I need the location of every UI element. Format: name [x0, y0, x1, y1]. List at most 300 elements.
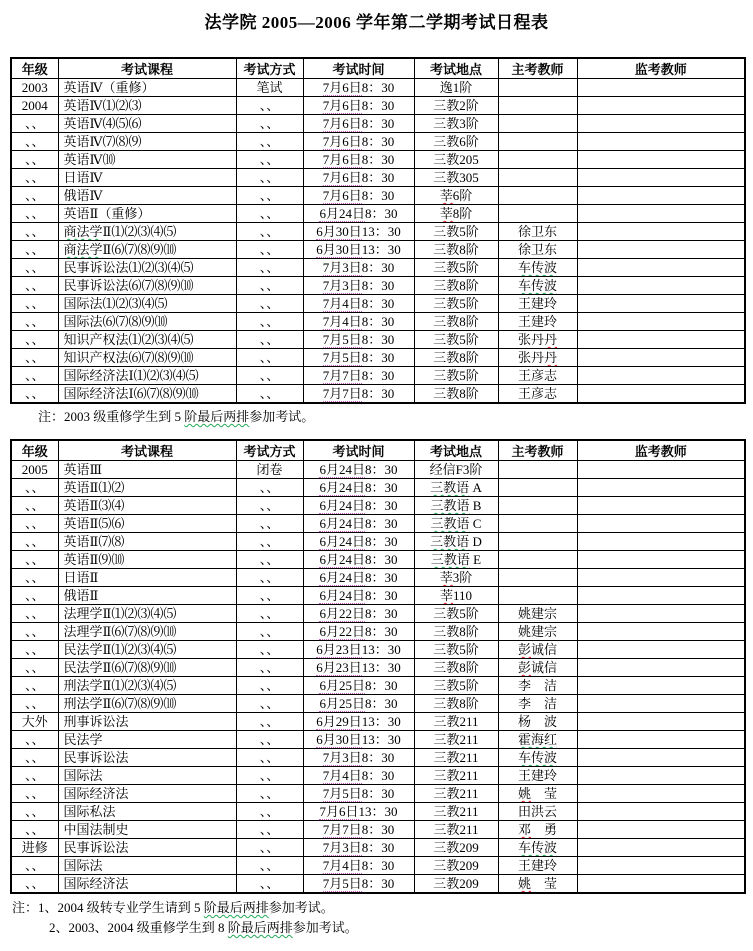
exam-date: 6月24日 [319, 206, 365, 221]
exam-row [11, 515, 745, 533]
grade-cell: 、、 [11, 551, 58, 569]
proctor-cell [577, 695, 745, 713]
spellcheck-underlined-text: 邓 [517, 822, 531, 837]
time-cell: 6月24日8：30 [303, 515, 414, 533]
text-segment: 张丹 [517, 332, 544, 347]
grade-cell: 、、 [11, 259, 58, 277]
location-cell [414, 515, 498, 533]
method-cell: 、、 [236, 151, 303, 169]
exam-row [11, 803, 745, 821]
chief-examiner-cell [498, 641, 577, 659]
col-header-method: 考试方式 [236, 58, 303, 79]
chief-examiner-cell: 李 洁 [498, 677, 577, 695]
text-segment: 张丹 [517, 350, 544, 365]
course-cell: 国际经济法Ⅰ⑹⑺⑻⑼⑽ [58, 385, 236, 404]
method-cell: 、、 [236, 587, 303, 605]
chief-examiner-cell: 姚建宗 [498, 605, 577, 623]
exam-date: 6月24日 [319, 480, 365, 495]
proctor-cell [577, 259, 745, 277]
spellcheck-underlined-text: 阶最后两排 [227, 920, 293, 935]
col-header-time: 考试时间 [303, 58, 414, 79]
exam-date: 7月5日 [322, 350, 362, 365]
col-header-location: 考试地点 [414, 58, 498, 79]
proctor-cell [577, 133, 745, 151]
chief-examiner-cell [498, 587, 577, 605]
method-cell: 、、 [236, 479, 303, 497]
chief-examiner-cell: 王建玲 [498, 857, 577, 875]
time-cell: 6月24日8：30 [303, 551, 414, 569]
document-title: 法学院 2005—2006 学年第二学期考试日程表 [204, 13, 549, 32]
exam-date: 7月7日 [322, 822, 362, 837]
location-cell: 三教211 [414, 749, 498, 767]
method-cell: 、、 [236, 367, 303, 385]
spellcheck-underlined-text: 三教语 [430, 516, 470, 531]
time-cell: 6月22日8：30 [303, 605, 414, 623]
grade-cell: 2003 [11, 79, 58, 97]
course-cell: 英语Ⅳ⑷⑸⑹ [58, 115, 236, 133]
course-cell: 国际法 [58, 857, 236, 875]
time-cell: 7月3日8：30 [303, 749, 414, 767]
location-cell [414, 533, 498, 551]
proctor-cell [577, 587, 745, 605]
exam-date: 7月7日 [322, 386, 362, 401]
spellcheck-underlined-text: 三教语 [430, 480, 470, 495]
exam-date: 6月24日 [319, 588, 365, 603]
proctor-cell [577, 857, 745, 875]
proctor-cell [577, 223, 745, 241]
proctor-cell [577, 641, 745, 659]
exam-row [11, 241, 745, 259]
grade-cell: 、、 [11, 533, 58, 551]
chief-examiner-cell [498, 533, 577, 551]
method-cell: 、、 [236, 821, 303, 839]
method-cell: 、、 [236, 677, 303, 695]
location-cell [414, 205, 498, 223]
exam-row [11, 187, 745, 205]
spellcheck-underlined-text: 三教语 [430, 552, 470, 567]
proctor-cell [577, 115, 745, 133]
text-segment: 勇 [531, 822, 558, 837]
text-segment: Ⅱ⑴⑵⑶⑷⑸ [102, 224, 177, 239]
method-cell: 、、 [236, 277, 303, 295]
chief-examiner-cell [498, 277, 577, 295]
exam-row [11, 749, 745, 767]
method-cell: 、、 [236, 349, 303, 367]
chief-examiner-cell [498, 821, 577, 839]
chief-examiner-cell: 王建玲 [498, 767, 577, 785]
exam-row [11, 331, 745, 349]
chief-examiner-cell [498, 97, 577, 115]
header-row [11, 58, 745, 79]
exam-row [11, 875, 745, 894]
chief-examiner-cell [498, 749, 577, 767]
exam-row [11, 677, 745, 695]
exam-row [11, 313, 745, 331]
spellcheck-underlined-text: 车传波 [517, 840, 557, 855]
exam-row [11, 133, 745, 151]
time-cell: 7月6日8：30 [303, 169, 414, 187]
method-cell: 、、 [236, 97, 303, 115]
method-cell: 、、 [236, 223, 303, 241]
exam-date: 6月22日 [319, 624, 365, 639]
spellcheck-underlined-text: 莘 [439, 206, 453, 221]
location-cell: 三教211 [414, 713, 498, 731]
location-cell: 三教8阶 [414, 313, 498, 331]
course-cell: 民事诉讼法⑹⑺⑻⑼⑽ [58, 277, 236, 295]
exam-row [11, 857, 745, 875]
grade-cell: 、、 [11, 587, 58, 605]
time-cell: 7月3日8：30 [303, 259, 414, 277]
spellcheck-underlined-text: 三教语 [430, 534, 470, 549]
time-cell: 7月3日8：30 [303, 839, 414, 857]
course-cell: 俄语Ⅳ [58, 187, 236, 205]
spellcheck-underlined-text: 姚 [517, 786, 531, 801]
method-cell: 、、 [236, 623, 303, 641]
course-cell [58, 223, 236, 241]
method-cell: 、、 [236, 187, 303, 205]
course-cell: 民事诉讼法⑴⑵⑶⑷⑸ [58, 259, 236, 277]
col-header-time: 考试时间 [303, 440, 414, 461]
grade-cell: 、、 [11, 479, 58, 497]
chief-examiner-cell [498, 731, 577, 749]
exam-date: 6月30日 [316, 242, 362, 257]
proctor-cell [577, 497, 745, 515]
grade-cell: 、、 [11, 641, 58, 659]
chief-examiner-cell: 徐卫东 [498, 241, 577, 259]
text-segment: Ⅱ⑹⑺⑻⑼⑽ [102, 242, 177, 257]
spellcheck-underlined-text: 商法学 [63, 242, 103, 257]
method-cell: 、、 [236, 713, 303, 731]
location-cell: 三教8阶 [414, 241, 498, 259]
proctor-cell [577, 785, 745, 803]
proctor-cell [577, 551, 745, 569]
spellcheck-underlined-text: 三教语 [430, 498, 470, 513]
method-cell: 、、 [236, 695, 303, 713]
course-cell: 英语Ⅱ（重修） [58, 205, 236, 223]
text-segment: E [469, 552, 482, 567]
exam-date: 7月4日 [322, 768, 362, 783]
chief-examiner-cell [498, 497, 577, 515]
exam-row [11, 713, 745, 731]
time-cell: 7月7日8：30 [303, 367, 414, 385]
exam-date: 7月3日 [322, 260, 362, 275]
course-cell: 法理学Ⅱ⑹⑺⑻⑼⑽ [58, 623, 236, 641]
exam-date: 6月24日 [319, 498, 365, 513]
course-cell: 国际法⑴⑵⑶⑷⑸ [58, 295, 236, 313]
exam-schedule-table-2 [10, 439, 746, 894]
exam-row [11, 277, 745, 295]
location-cell: 三教5阶 [414, 367, 498, 385]
exam-date: 7月5日 [322, 332, 362, 347]
chief-examiner-cell: 姚建宗 [498, 623, 577, 641]
location-cell [414, 187, 498, 205]
time-cell: 7月5日8：30 [303, 785, 414, 803]
spellcheck-underlined-text: 车传波 [517, 750, 557, 765]
time-cell: 6月22日8：30 [303, 623, 414, 641]
proctor-cell [577, 803, 745, 821]
note-line [12, 899, 753, 917]
spellcheck-underlined-text: 车传波 [517, 260, 557, 275]
course-cell: 刑事诉讼法 [58, 713, 236, 731]
time-cell: 6月23日13：30 [303, 659, 414, 677]
method-cell: 、、 [236, 533, 303, 551]
method-cell: 、、 [236, 605, 303, 623]
spellcheck-underlined-text: 车传波 [517, 278, 557, 293]
exam-schedule-table-1 [10, 57, 746, 404]
text-segment: 诚信 [531, 642, 558, 657]
method-cell: 、、 [236, 169, 303, 187]
proctor-cell [577, 713, 745, 731]
grade-cell: 、、 [11, 223, 58, 241]
location-cell: 三教211 [414, 785, 498, 803]
grade-cell: 2005 [11, 461, 58, 479]
method-cell: 、、 [236, 497, 303, 515]
proctor-cell [577, 677, 745, 695]
col-header-chief-examiner: 主考教师 [498, 58, 577, 79]
proctor-cell [577, 605, 745, 623]
grade-cell: 、、 [11, 169, 58, 187]
time-cell: 6月25日8：30 [303, 677, 414, 695]
course-cell: 知识产权法⑴⑵⑶⑷⑸ [58, 331, 236, 349]
col-header-grade: 年级 [11, 58, 58, 79]
chief-examiner-cell: 徐卫东 [498, 223, 577, 241]
course-cell: 民事诉讼法 [58, 749, 236, 767]
time-cell: 7月6日8：30 [303, 133, 414, 151]
proctor-cell [577, 623, 745, 641]
grade-cell: 、、 [11, 821, 58, 839]
method-cell: 闭卷 [236, 461, 303, 479]
spellcheck-underlined-text: 丹 [544, 350, 558, 365]
exam-row [11, 349, 745, 367]
exam-date: 6月25日 [319, 678, 365, 693]
chief-examiner-cell: 李 洁 [498, 695, 577, 713]
exam-row [11, 695, 745, 713]
chief-examiner-cell [498, 151, 577, 169]
text-segment: A [469, 480, 482, 495]
exam-date: 6月24日 [319, 570, 365, 585]
course-cell: 法理学Ⅱ⑴⑵⑶⑷⑸ [58, 605, 236, 623]
proctor-cell [577, 821, 745, 839]
grade-cell: 、、 [11, 241, 58, 259]
method-cell: 、、 [236, 875, 303, 894]
exam-date: 7月6日 [322, 116, 362, 131]
time-cell: 6月24日8：30 [303, 479, 414, 497]
exam-date: 7月4日 [322, 296, 362, 311]
time-cell: 6月24日8：30 [303, 533, 414, 551]
grade-cell: 、、 [11, 497, 58, 515]
col-header-proctor: 监考教师 [577, 440, 745, 461]
exam-row [11, 731, 745, 749]
chief-examiner-cell: 田洪云 [498, 803, 577, 821]
location-cell: 三教6阶 [414, 133, 498, 151]
course-cell: 国际法 [58, 767, 236, 785]
exam-date: 6月29日 [316, 714, 362, 729]
method-cell: 、、 [236, 767, 303, 785]
location-cell [414, 497, 498, 515]
time-cell: 6月29日13：30 [303, 713, 414, 731]
exam-row [11, 367, 745, 385]
proctor-cell [577, 295, 745, 313]
time-cell: 7月6日8：30 [303, 151, 414, 169]
exam-row [11, 839, 745, 857]
exam-date: 6月24日 [319, 516, 365, 531]
grade-cell: 、、 [11, 875, 58, 894]
chief-examiner-cell [498, 551, 577, 569]
time-cell: 7月6日8：30 [303, 187, 414, 205]
grade-cell: 、、 [11, 331, 58, 349]
exam-row [11, 821, 745, 839]
course-cell: 国际经济法 [58, 785, 236, 803]
location-cell: 三教5阶 [414, 223, 498, 241]
proctor-cell [577, 97, 745, 115]
exam-date: 7月6日 [322, 152, 362, 167]
chief-examiner-cell [498, 479, 577, 497]
text-segment: B [469, 498, 482, 513]
location-cell: 三教5阶 [414, 677, 498, 695]
schedule-table-block-2 [0, 439, 753, 937]
course-cell: 民法学Ⅱ⑴⑵⑶⑷⑸ [58, 641, 236, 659]
grade-cell: 、、 [11, 677, 58, 695]
method-cell: 、、 [236, 313, 303, 331]
chief-examiner-cell: 王建玲 [498, 313, 577, 331]
time-cell: 6月24日8：30 [303, 569, 414, 587]
spellcheck-underlined-text: 莘 [439, 588, 453, 603]
exam-date: 6月23日 [316, 660, 362, 675]
proctor-cell [577, 731, 745, 749]
exam-row [11, 461, 745, 479]
grade-cell: 、、 [11, 803, 58, 821]
proctor-cell [577, 169, 745, 187]
grade-cell: 、、 [11, 749, 58, 767]
text-segment: 参加考试。 [268, 900, 334, 915]
location-cell: 经信F3阶 [414, 461, 498, 479]
time-cell: 6月30日13：30 [303, 223, 414, 241]
course-cell: 日语Ⅳ [58, 169, 236, 187]
location-cell: 三教3阶 [414, 115, 498, 133]
grade-cell: 、、 [11, 133, 58, 151]
grade-cell: 、、 [11, 367, 58, 385]
chief-examiner-cell [498, 187, 577, 205]
location-cell: 三教5阶 [414, 295, 498, 313]
location-cell: 三教211 [414, 731, 498, 749]
text-segment: 注：1、2004 级转专业学生请到 5 [12, 900, 204, 915]
grade-cell: 、、 [11, 385, 58, 404]
method-cell: 、、 [236, 641, 303, 659]
location-cell: 三教209 [414, 875, 498, 894]
exam-row [11, 385, 745, 404]
exam-date: 6月25日 [319, 696, 365, 711]
course-cell: 英语Ⅱ⑸⑹ [58, 515, 236, 533]
chief-examiner-cell [498, 259, 577, 277]
proctor-cell [577, 187, 745, 205]
exam-date: 7月4日 [322, 314, 362, 329]
time-cell: 7月4日8：30 [303, 313, 414, 331]
chief-examiner-cell: 王彦志 [498, 367, 577, 385]
course-cell: 英语Ⅲ [58, 461, 236, 479]
exam-row [11, 79, 745, 97]
location-cell: 三教8阶 [414, 277, 498, 295]
grade-cell: 大外 [11, 713, 58, 731]
grade-cell: 进修 [11, 839, 58, 857]
text-segment: C [469, 516, 482, 531]
method-cell: 、、 [236, 115, 303, 133]
method-cell: 、、 [236, 857, 303, 875]
exam-date: 7月4日 [322, 858, 362, 873]
location-cell: 逸1阶 [414, 79, 498, 97]
course-cell: 民法学 [58, 731, 236, 749]
chief-examiner-cell: 王彦志 [498, 385, 577, 404]
text-segment: 参加考试。 [292, 920, 358, 935]
text-segment: 莹 [531, 876, 558, 891]
text-segment: D [469, 534, 482, 549]
location-cell: 三教5阶 [414, 331, 498, 349]
grade-cell: 、、 [11, 731, 58, 749]
chief-examiner-cell [498, 515, 577, 533]
course-cell: 知识产权法⑹⑺⑻⑼⑽ [58, 349, 236, 367]
time-cell: 7月5日8：30 [303, 331, 414, 349]
time-cell: 7月4日8：30 [303, 767, 414, 785]
note-line [38, 408, 753, 426]
time-cell: 7月3日8：30 [303, 277, 414, 295]
spellcheck-underlined-text: 霍海红 [517, 732, 557, 747]
spellcheck-underlined-text: 姚 [517, 876, 531, 891]
chief-examiner-cell [498, 839, 577, 857]
col-header-chief-examiner: 主考教师 [498, 440, 577, 461]
chief-examiner-cell: 王建玲 [498, 295, 577, 313]
proctor-cell [577, 367, 745, 385]
proctor-cell [577, 479, 745, 497]
location-cell: 三教8阶 [414, 385, 498, 404]
proctor-cell [577, 277, 745, 295]
col-header-method: 考试方式 [236, 440, 303, 461]
chief-examiner-cell [498, 461, 577, 479]
location-cell: 三教8阶 [414, 695, 498, 713]
chief-examiner-cell [498, 659, 577, 677]
proctor-cell [577, 461, 745, 479]
grade-cell: 、、 [11, 313, 58, 331]
proctor-cell [577, 385, 745, 404]
time-cell: 6月24日8：30 [303, 205, 414, 223]
time-cell: 7月6日8：30 [303, 97, 414, 115]
chief-examiner-cell [498, 205, 577, 223]
text-segment: 莹 [531, 786, 558, 801]
exam-row [11, 569, 745, 587]
chief-examiner-cell [498, 331, 577, 349]
chief-examiner-cell: 杨 波 [498, 713, 577, 731]
exam-date: 7月3日 [322, 750, 362, 765]
exam-row [11, 259, 745, 277]
col-header-location: 考试地点 [414, 440, 498, 461]
proctor-cell [577, 331, 745, 349]
spellcheck-underlined-text: 丹 [544, 332, 558, 347]
location-cell: 三教305 [414, 169, 498, 187]
method-cell: 、、 [236, 331, 303, 349]
chief-examiner-cell [498, 875, 577, 894]
course-cell: 国际私法 [58, 803, 236, 821]
exam-row [11, 785, 745, 803]
text-segment: 注：2003 级重修学生到 5 [38, 409, 185, 424]
exam-row [11, 605, 745, 623]
grade-cell: 、、 [11, 659, 58, 677]
location-cell [414, 587, 498, 605]
method-cell: 、、 [236, 295, 303, 313]
exam-date: 7月6日 [322, 80, 362, 95]
method-cell: 、、 [236, 551, 303, 569]
spellcheck-underlined-text: 阶最后两排 [184, 409, 250, 424]
exam-date: 7月6日 [322, 134, 362, 149]
method-cell: 、、 [236, 785, 303, 803]
col-header-course: 考试课程 [58, 58, 236, 79]
